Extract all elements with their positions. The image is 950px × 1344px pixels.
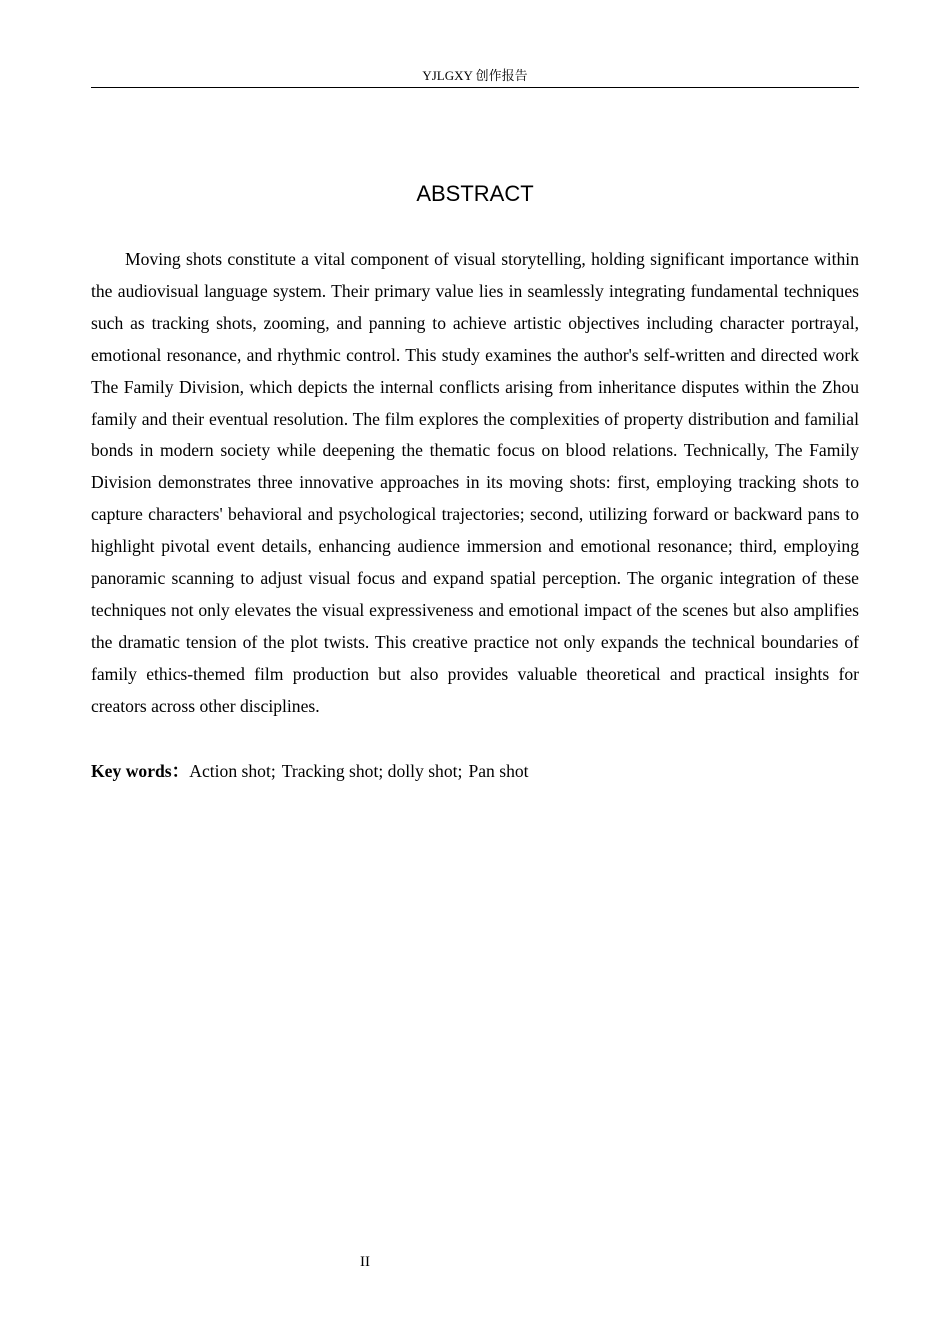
abstract-body: Moving shots constitute a vital component of visual storytelling, holding significant importance within the audiovisual language system. Their primary value lies in seamlessly integrating fundamental techniques such as tracking shots, zooming, and panning to achieve artistic objectives including character portrayal, emotional resonance, and rhythmic control. This study examines the author's self-written and directed work The Family Division, which depicts the internal conflicts arising from inheritance disputes within the Zhou family and their eventual resolution. The film explores the complexities of property distribution and familial bonds in modern society while deepening the thematic focus on blood relations. Technically, The Family Division demonstrates three innovative approaches in its moving shots: first, employing tracking shots to capture characters' behavioral and psychological trajectories; second, utilizing forward or backward pans to highlight pivotal event details, enhancing audience immersion and emotional resonance; third, employing panoramic scanning to adjust visual focus and expand spatial perception. The organic integration of these techniques not only elevates the visual expressiveness and emotional impact of the scenes but also amplifies the dramatic tension of the plot twists. This creative practice not only expands the technical boundaries of family ethics-themed film production but also provides valuable theoretical and practical insights for creators across other disciplines. [91, 249, 859, 716]
keyword-item: Action shot; [189, 761, 276, 781]
page-number: II [360, 1254, 370, 1270]
keywords-label: Key words [91, 761, 172, 781]
keywords-separator: ： [171, 761, 190, 781]
keyword-item: Tracking shot; dolly shot; [281, 761, 463, 781]
header-text: YJLGXY 创作报告 [422, 68, 528, 83]
keywords-line [91, 756, 859, 786]
keyword-item: Pan shot [468, 761, 529, 781]
abstract-title: ABSTRACT [416, 181, 534, 206]
page-header [91, 66, 859, 88]
